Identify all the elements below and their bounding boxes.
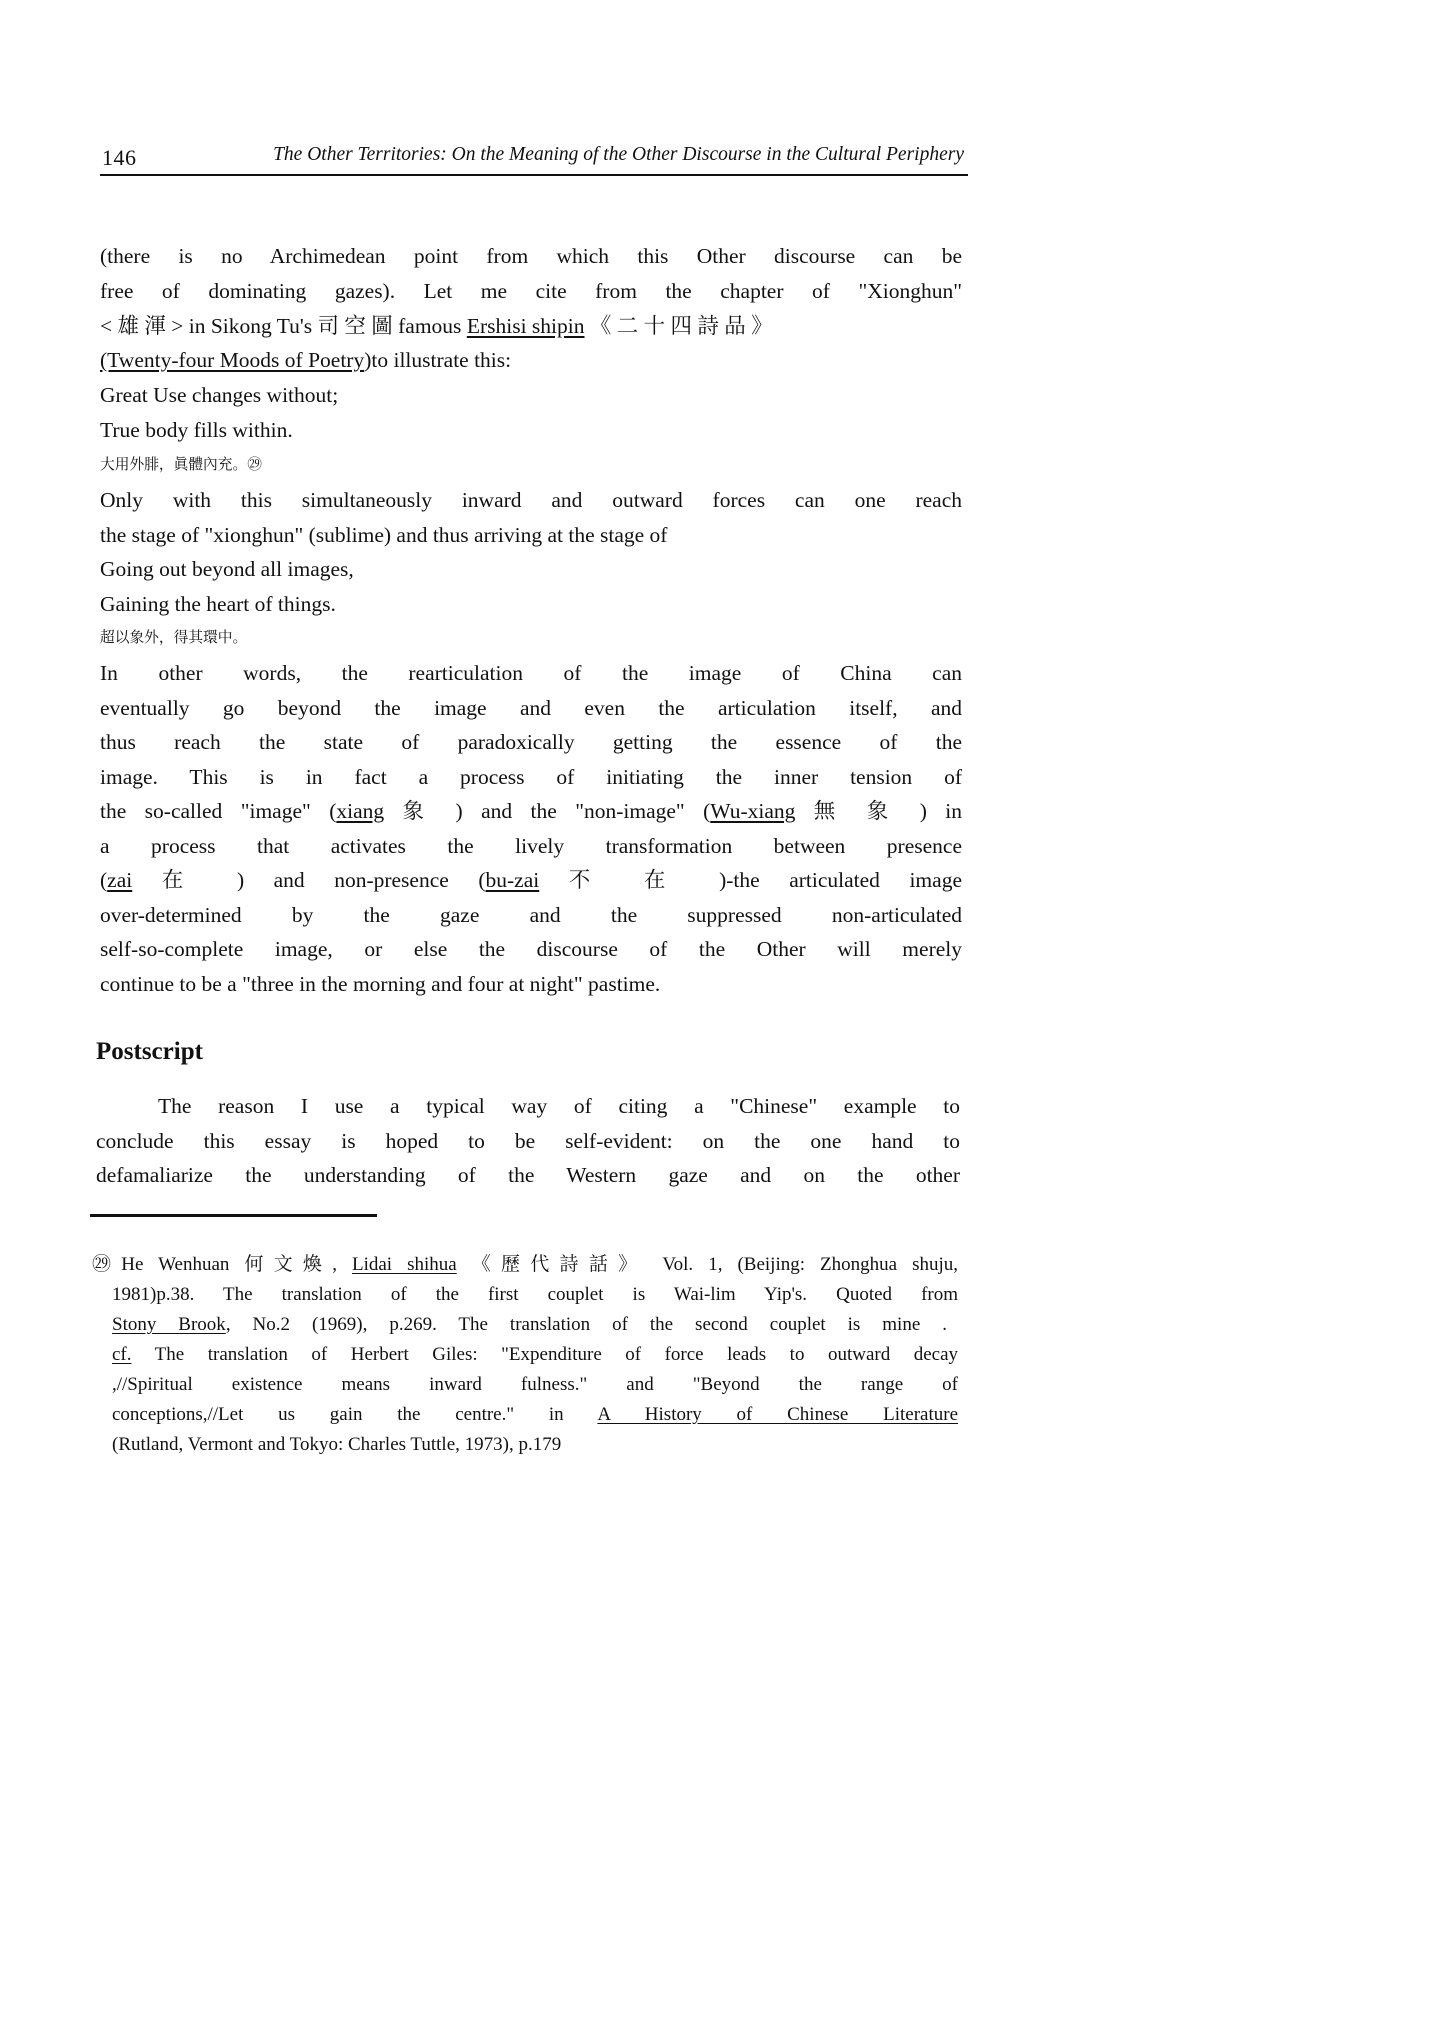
text-span: 《 二 十 四 詩 品 》: [584, 314, 773, 338]
running-header: [100, 140, 968, 176]
text-span: ㉙He Wenhuan 何文煥,: [92, 1254, 352, 1275]
body-line: continue to be a "three in the morning and four at night" pastime.: [100, 972, 661, 996]
poem-line-chinese: 超以象外，得其環中。: [100, 629, 248, 646]
text-span: 象 ) and the "non-image" (: [384, 799, 711, 823]
text-span: the so-called "image" (: [100, 799, 337, 823]
text-span: The translation of Herbert Giles: "Expenditure of force leads to outward decay: [131, 1344, 958, 1365]
text-span: conceptions,//Let us gain the centre." in: [112, 1404, 598, 1425]
body-line: eventually go beyond the image and even the articulation itself, and: [100, 696, 962, 720]
cf-abbrev: cf.: [112, 1344, 132, 1365]
postscript-line: defamaliarize the understanding of the Western gaze and on the other: [96, 1163, 960, 1187]
body-line: thus reach the state of paradoxically getting the essence of the: [100, 730, 962, 754]
text-span: , No.2 (1969), p.269. The translation of the second couplet is mine .: [225, 1314, 947, 1335]
text-span: (: [100, 868, 108, 892]
poem-line-chinese: 大用外腓，眞體內充。㉙: [100, 456, 262, 473]
poem-line: Great Use changes without;: [100, 383, 339, 407]
page-number: 146: [102, 145, 137, 170]
footnote-line: [112, 1312, 947, 1338]
title-twenty-four-moods: (Twenty-four Moods of Poetry: [100, 348, 365, 372]
title-history-chinese-literature: A History of Chinese Literature: [597, 1404, 959, 1425]
body-line: image. This is in fact a process of initiating the inner tension of: [100, 765, 962, 789]
poem-line: Gaining the heart of things.: [100, 592, 336, 616]
text-span: )to illustrate this:: [364, 348, 512, 372]
postscript-heading: Postscript: [96, 1038, 203, 1065]
footnote-rule: [90, 1214, 377, 1217]
footnote-line: 1981)p.38. The translation of the first couplet is Wai-lim Yip's. Quoted from: [112, 1284, 958, 1305]
footnote-line: (Rutland, Vermont and Tokyo: Charles Tuttle, 1973), p.179: [112, 1434, 562, 1455]
body-line: [100, 797, 962, 825]
body-line: [100, 866, 962, 894]
body-line: free of dominating gazes). Let me cite from the chapter of "Xionghun": [100, 279, 962, 303]
poem-line: True body fills within.: [100, 418, 293, 442]
text-span: 《歷代詩話》 Vol. 1, (Beijing: Zhonghua shuju,: [456, 1254, 959, 1275]
body-line: a process that activates the lively transformation between presence: [100, 834, 962, 858]
running-title: The Other Territories: On the Meaning of the Other Discourse in the Cultural Periphery: [273, 144, 964, 165]
term-zai: zai: [107, 868, 133, 892]
term-xiang: xiang: [336, 799, 385, 823]
text-span: < 雄 渾 > in Sikong Tu's 司 空 圖 famous: [100, 314, 467, 338]
body-line: self-so-complete image, or else the discourse of the Other will merely: [100, 937, 962, 961]
body-line: (there is no Archimedean point from which this Other discourse can be: [100, 244, 962, 268]
term-bu-zai: bu-zai: [485, 868, 540, 892]
text-span: 無 象 ) in: [795, 799, 962, 823]
body-line: Only with this simultaneously inward and outward forces can one reach: [100, 488, 962, 512]
footnote-line: [112, 1342, 958, 1368]
body-line: [100, 312, 773, 340]
term-wu-xiang: Wu-xiang: [710, 799, 796, 823]
body-line: the stage of "xionghun" (sublime) and thus arriving at the stage of: [100, 523, 668, 547]
postscript-line: The reason I use a typical way of citing a "Chinese" example to: [158, 1094, 960, 1118]
text-span: 不 在 )-the articulated image: [539, 868, 962, 892]
poem-line: Going out beyond all images,: [100, 557, 354, 581]
body-line: [100, 346, 511, 374]
text-span: 在 ) and non-presence (: [132, 868, 486, 892]
body-line: In other words, the rearticulation of the image of China can: [100, 661, 962, 685]
body-line: over-determined by the gaze and the suppressed non-articulated: [100, 903, 962, 927]
footnote-line: ,//Spiritual existence means inward fulness." and "Beyond the range of: [112, 1374, 958, 1395]
title-lidai-shihua: Lidai shihua: [351, 1254, 457, 1275]
title-stony-brook: Stony Brook: [112, 1314, 226, 1335]
postscript-line: conclude this essay is hoped to be self-evident: on the one hand to: [96, 1129, 960, 1153]
title-ershisi-shipin: Ershisi shipin: [466, 314, 585, 338]
footnote-line: [112, 1402, 958, 1428]
footnote-line: [92, 1252, 958, 1278]
